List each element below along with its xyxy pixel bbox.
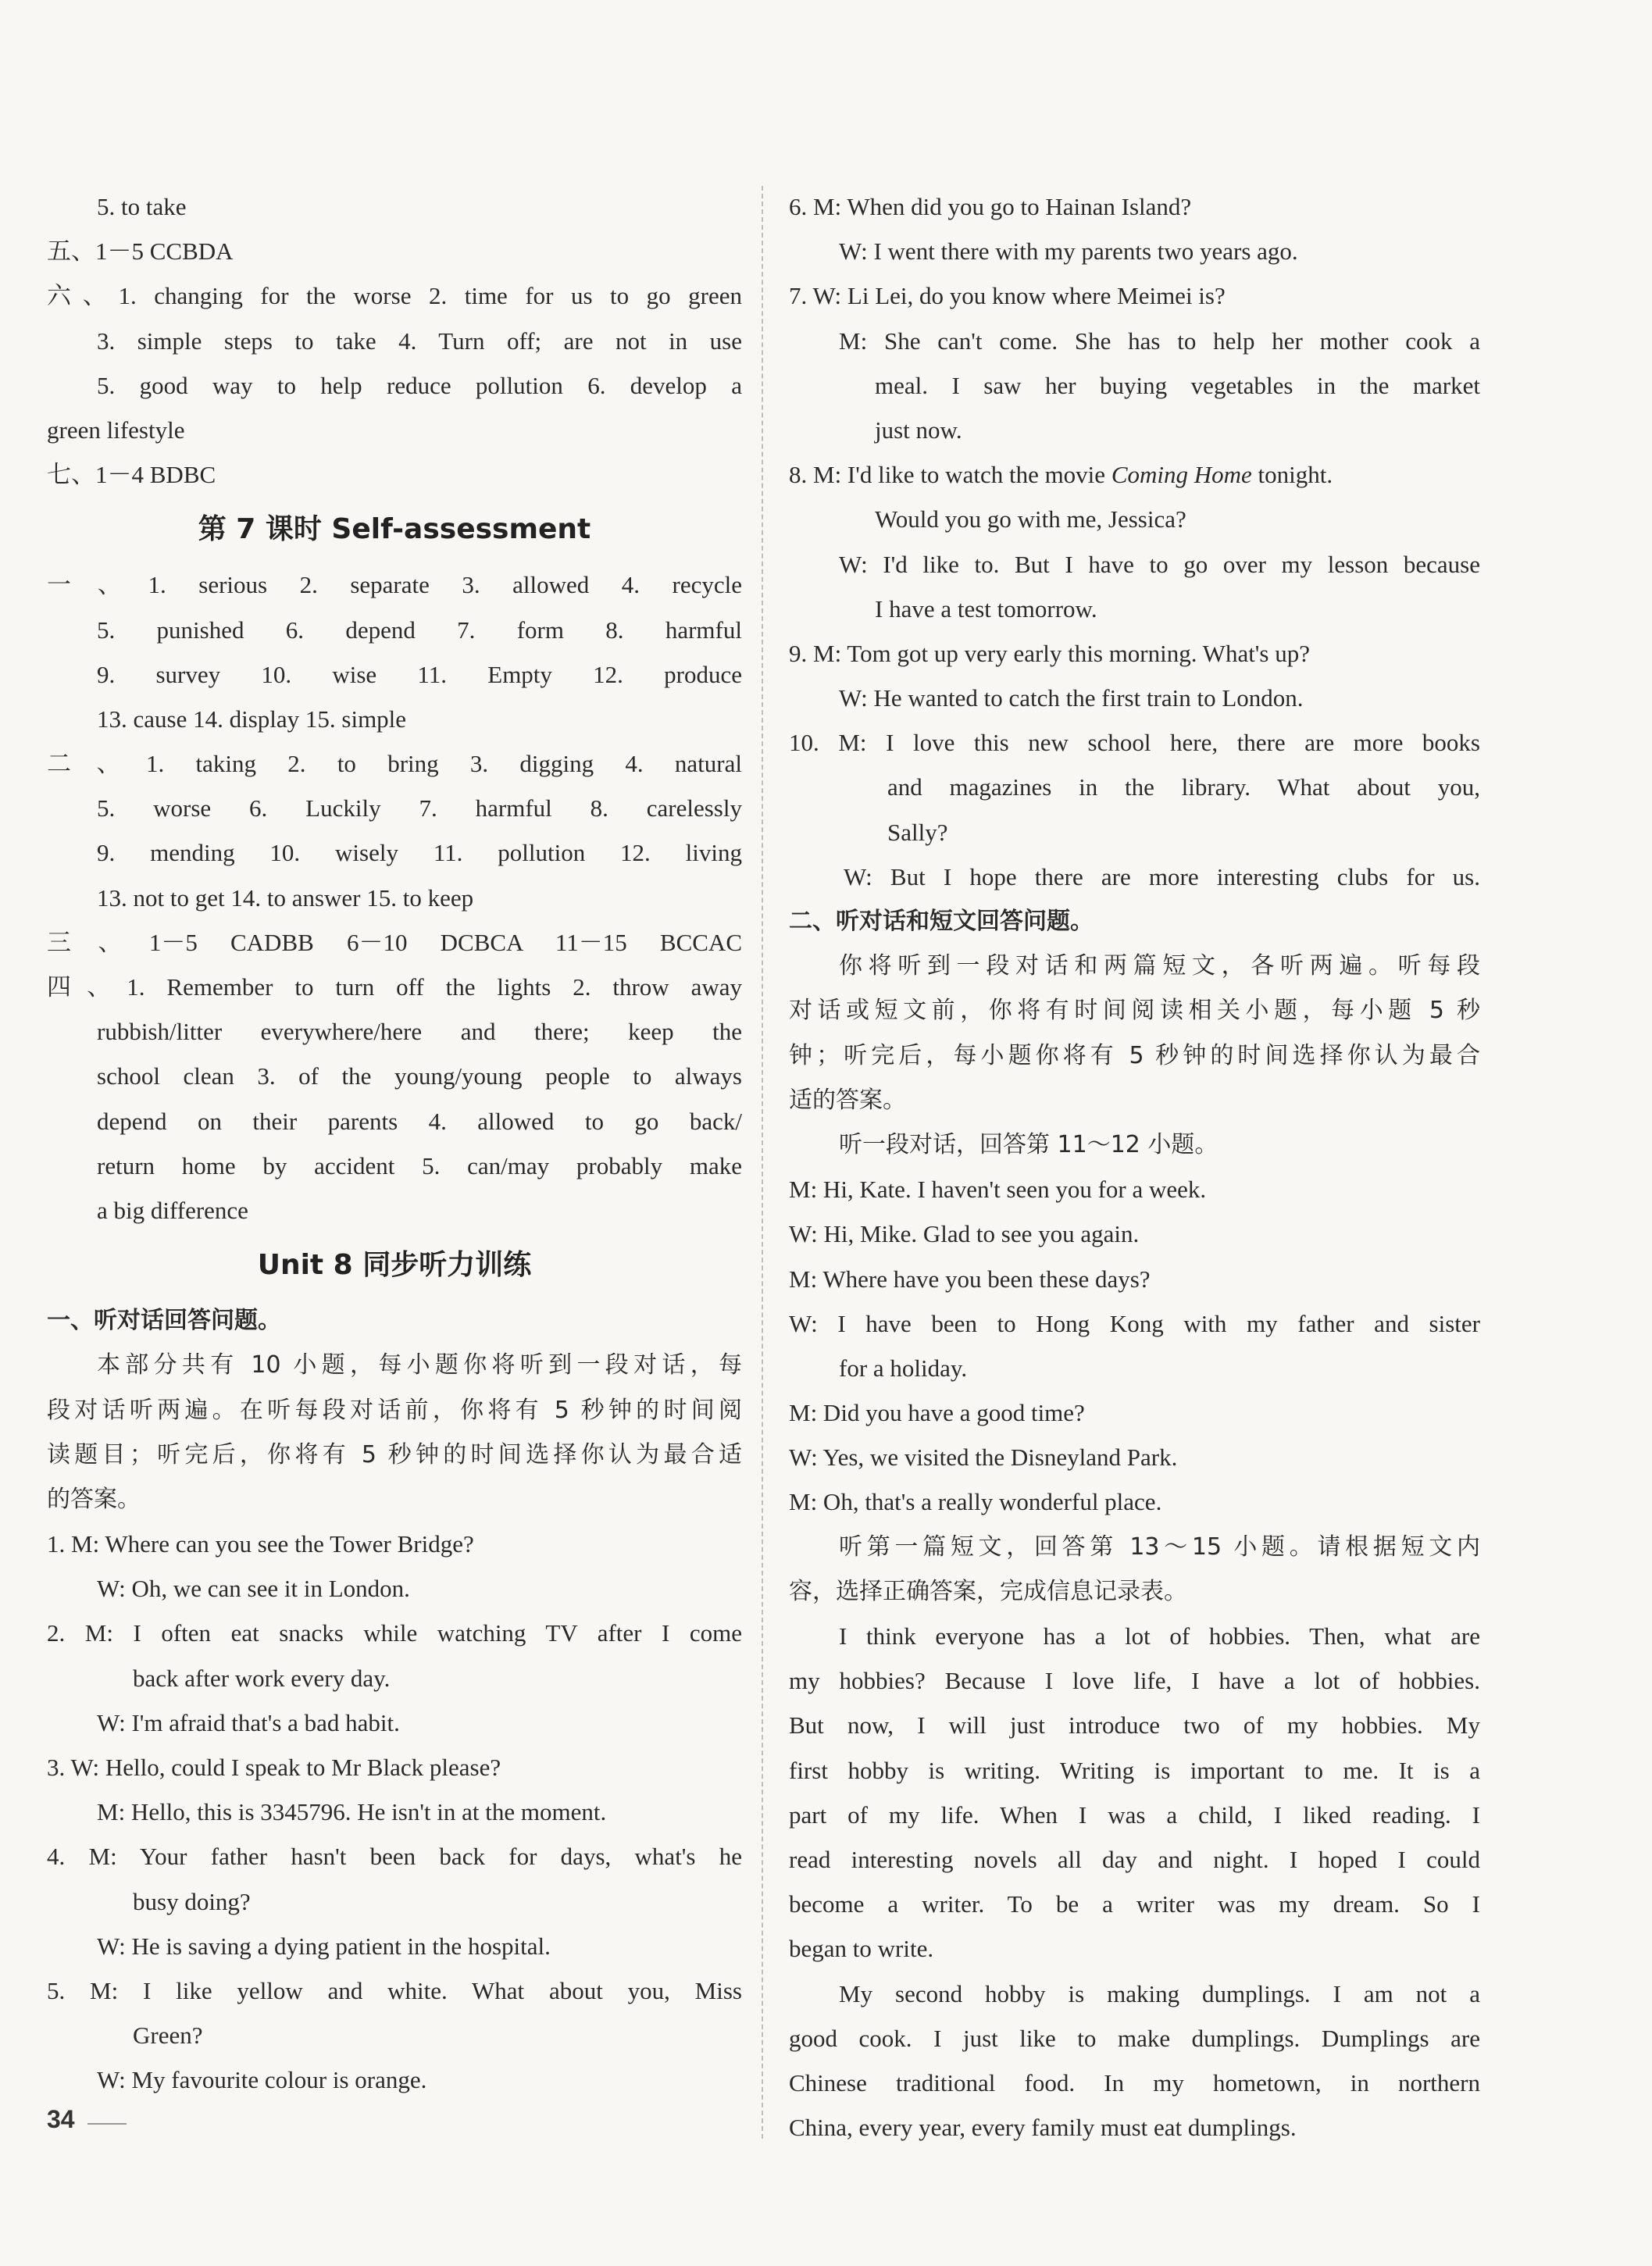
dialogue-line: W: But I hope there are more interesting clubs for us. — [844, 862, 1480, 890]
instruction-line: 听一段对话，回答第 11～12 小题。 — [839, 1130, 1218, 1158]
passage-line: become a writer. To be a writer was my dream. So I — [789, 1890, 1480, 1918]
answer-line: 三、1－5 CADBB 6－10 DCBCA 11－15 BCCAC — [47, 928, 742, 956]
answer-line: 一、1. serious 2. separate 3. allowed 4. recycle — [47, 571, 742, 599]
dialogue-text: 8. M: I'd like to watch the movie — [789, 461, 1111, 489]
dialogue-line: W: I'm afraid that's a bad habit. — [97, 1708, 400, 1736]
unit-heading: Unit 8 同步听力训练 — [257, 1249, 532, 1282]
instruction-line: 听第一篇短文，回答第 13～15 小题。请根据短文内 — [839, 1533, 1480, 1561]
dialogue-line: W: I went there with my parents two years ago. — [839, 237, 1298, 266]
dialogue-line: meal. I saw her buying vegetables in the market — [875, 371, 1480, 399]
passage-line: My second hobby is making dumplings. I am not a — [839, 1979, 1480, 2007]
dialogue-line: M: Oh, that's a really wonderful place. — [789, 1488, 1162, 1516]
answer-line: 9. survey 10. wise 11. Empty 12. produce — [97, 660, 742, 688]
page-number: 34 — [47, 2105, 75, 2133]
answer-line: 13. cause 14. display 15. simple — [97, 705, 407, 733]
answer-line: school clean 3. of the young/young people to always — [97, 1062, 742, 1090]
answer-line: 9. mending 10. wisely 11. pollution 12. living — [97, 839, 742, 867]
passage-line: Chinese traditional food. In my hometown, in northern — [789, 2068, 1480, 2096]
instruction-line: 本部分共有 10 小题，每小题你将听到一段对话，每 — [97, 1351, 742, 1379]
answer-line: green lifestyle — [47, 416, 185, 444]
dialogue-line: W: My favourite colour is orange. — [97, 2066, 427, 2094]
section-title: 一、听对话回答问题。 — [47, 1307, 281, 1335]
dialogue-text: tonight. — [1251, 461, 1333, 489]
answer-line: 七、1－4 BDBC — [47, 461, 216, 489]
dialogue-line: 6. M: When did you go to Hainan Island? — [789, 193, 1192, 220]
dialogue-line: W: Hi, Mike. Glad to see you again. — [789, 1220, 1140, 1248]
instruction-line: 的答案。 — [47, 1485, 141, 1513]
dialogue-line: and magazines in the library. What about you, — [887, 773, 1480, 801]
section-title: 二、听对话和短文回答问题。 — [789, 908, 1094, 935]
instruction-line: 段对话听两遍。在听每段对话前，你将有 5 秒钟的时间阅 — [47, 1396, 742, 1424]
movie-title: Coming Home — [1111, 461, 1252, 489]
dialogue-line: M: Hello, this is 3345796. He isn't in at the moment. — [97, 1798, 607, 1826]
dialogue-line: 7. W: Li Lei, do you know where Meimei is? — [789, 282, 1226, 310]
dialogue-line: W: He is saving a dying patient in the hospital. — [97, 1932, 551, 1960]
dialogue-line: W: I have been to Hong Kong with my father and sister — [789, 1309, 1480, 1337]
answer-line: 二、1. taking 2. to bring 3. digging 4. natural — [47, 750, 742, 778]
answer-line: 3. simple steps to take 4. Turn off; are not in use — [97, 327, 742, 355]
dialogue-line: 3. W: Hello, could I speak to Mr Black please? — [47, 1754, 501, 1781]
dialogue-line: 1. M: Where can you see the Tower Bridge? — [47, 1530, 474, 1558]
answer-line: 13. not to get 14. to answer 15. to keep — [97, 883, 474, 912]
instruction-line: 钟；听完后，每小题你将有 5 秒钟的时间选择你认为最合 — [789, 1041, 1480, 1069]
instruction-line: 对话或短文前，你将有时间阅读相关小题，每小题 5 秒 — [789, 997, 1480, 1025]
dialogue-line: W: Oh, we can see it in London. — [97, 1575, 410, 1603]
answer-line: depend on their parents 4. allowed to go back/ — [97, 1107, 742, 1135]
passage-line: But now, I will just introduce two of my hobbies. My — [789, 1711, 1480, 1740]
dialogue-line: busy doing? — [133, 1887, 251, 1915]
dialogue-line — [789, 452, 1480, 497]
instruction-line: 适的答案。 — [789, 1086, 906, 1114]
answer-line: 四、1. Remember to turn off the lights 2. throw away — [47, 973, 742, 1001]
dialogue-line: M: Did you have a good time? — [789, 1399, 1085, 1427]
dialogue-line: I have a test tomorrow. — [875, 594, 1097, 623]
passage-line: China, every year, every family must eat dumplings. — [789, 2114, 1297, 2142]
dialogue-line: for a holiday. — [839, 1354, 968, 1382]
passage-line: began to write. — [789, 1935, 934, 1963]
passage-line: first hobby is writing. Writing is important to me. It is a — [789, 1756, 1480, 1784]
dialogue-line: just now. — [875, 416, 962, 444]
passage-line: good cook. I just like to make dumplings. Dumplings are — [789, 2024, 1480, 2052]
instruction-line: 容，选择正确答案，完成信息记录表。 — [789, 1577, 1187, 1605]
answer-line: 五、1－5 CCBDA — [47, 237, 234, 266]
passage-line: part of my life. When I was a child, I liked reading. I — [789, 1800, 1480, 1829]
dialogue-line: M: She can't come. She has to help her mother cook a — [839, 327, 1480, 355]
dialogue-line: W: I'd like to. But I have to go over my lesson because — [839, 550, 1480, 578]
instruction-line: 你将听到一段对话和两篇短文，各听两遍。听每段 — [839, 952, 1480, 980]
passage-line: I think everyone has a lot of hobbies. Then, what are — [839, 1622, 1480, 1650]
answer-line: 5. punished 6. depend 7. form 8. harmful — [97, 616, 742, 644]
dialogue-line: 4. M: Your father hasn't been back for days, what's he — [47, 1843, 742, 1871]
dialogue-line: W: Yes, we visited the Disneyland Park. — [789, 1443, 1178, 1472]
dialogue-line: Green? — [133, 2022, 203, 2050]
dialogue-line: Sally? — [887, 818, 948, 846]
answer-line: 5. worse 6. Luckily 7. harmful 8. carelessly — [97, 794, 742, 823]
dialogue-line: M: Hi, Kate. I haven't seen you for a week. — [789, 1176, 1207, 1204]
dialogue-line: 5. M: I like yellow and white. What about you, Miss — [47, 1976, 742, 2004]
passage-line: read interesting novels all day and night. I hoped I could — [789, 1845, 1480, 1873]
right-column — [789, 184, 1480, 2150]
left-column — [47, 184, 742, 2103]
answer-line: 5. to take — [97, 193, 187, 220]
answer-line: a big difference — [97, 1196, 248, 1224]
dialogue-line: 10. M: I love this new school here, there are more books — [789, 729, 1480, 757]
answer-line: return home by accident 5. can/may probably make — [97, 1151, 742, 1179]
page-number-rule — [87, 2123, 127, 2125]
answer-line: rubbish/litter everywhere/here and there; keep the — [97, 1018, 742, 1046]
passage-line: my hobbies? Because I love life, I have a lot of hobbies. — [789, 1667, 1480, 1695]
dialogue-line: back after work every day. — [133, 1664, 391, 1692]
answer-line: 六、1. changing for the worse 2. time for us to go green — [47, 282, 742, 310]
section-heading: 第 7 课时 Self-assessment — [198, 513, 591, 546]
dialogue-line: 2. M: I often eat snacks while watching TV after I come — [47, 1619, 742, 1647]
column-divider — [762, 186, 763, 2139]
answer-line: 5. good way to help reduce pollution 6. develop a — [97, 371, 742, 399]
dialogue-line: W: He wanted to catch the first train to London. — [839, 684, 1304, 712]
instruction-line: 读题目；听完后，你将有 5 秒钟的时间选择你认为最合适 — [47, 1440, 742, 1468]
dialogue-line: Would you go with me, Jessica? — [875, 505, 1186, 533]
dialogue-line: 9. M: Tom got up very early this morning. What's up? — [789, 639, 1310, 667]
dialogue-line: M: Where have you been these days? — [789, 1265, 1151, 1293]
